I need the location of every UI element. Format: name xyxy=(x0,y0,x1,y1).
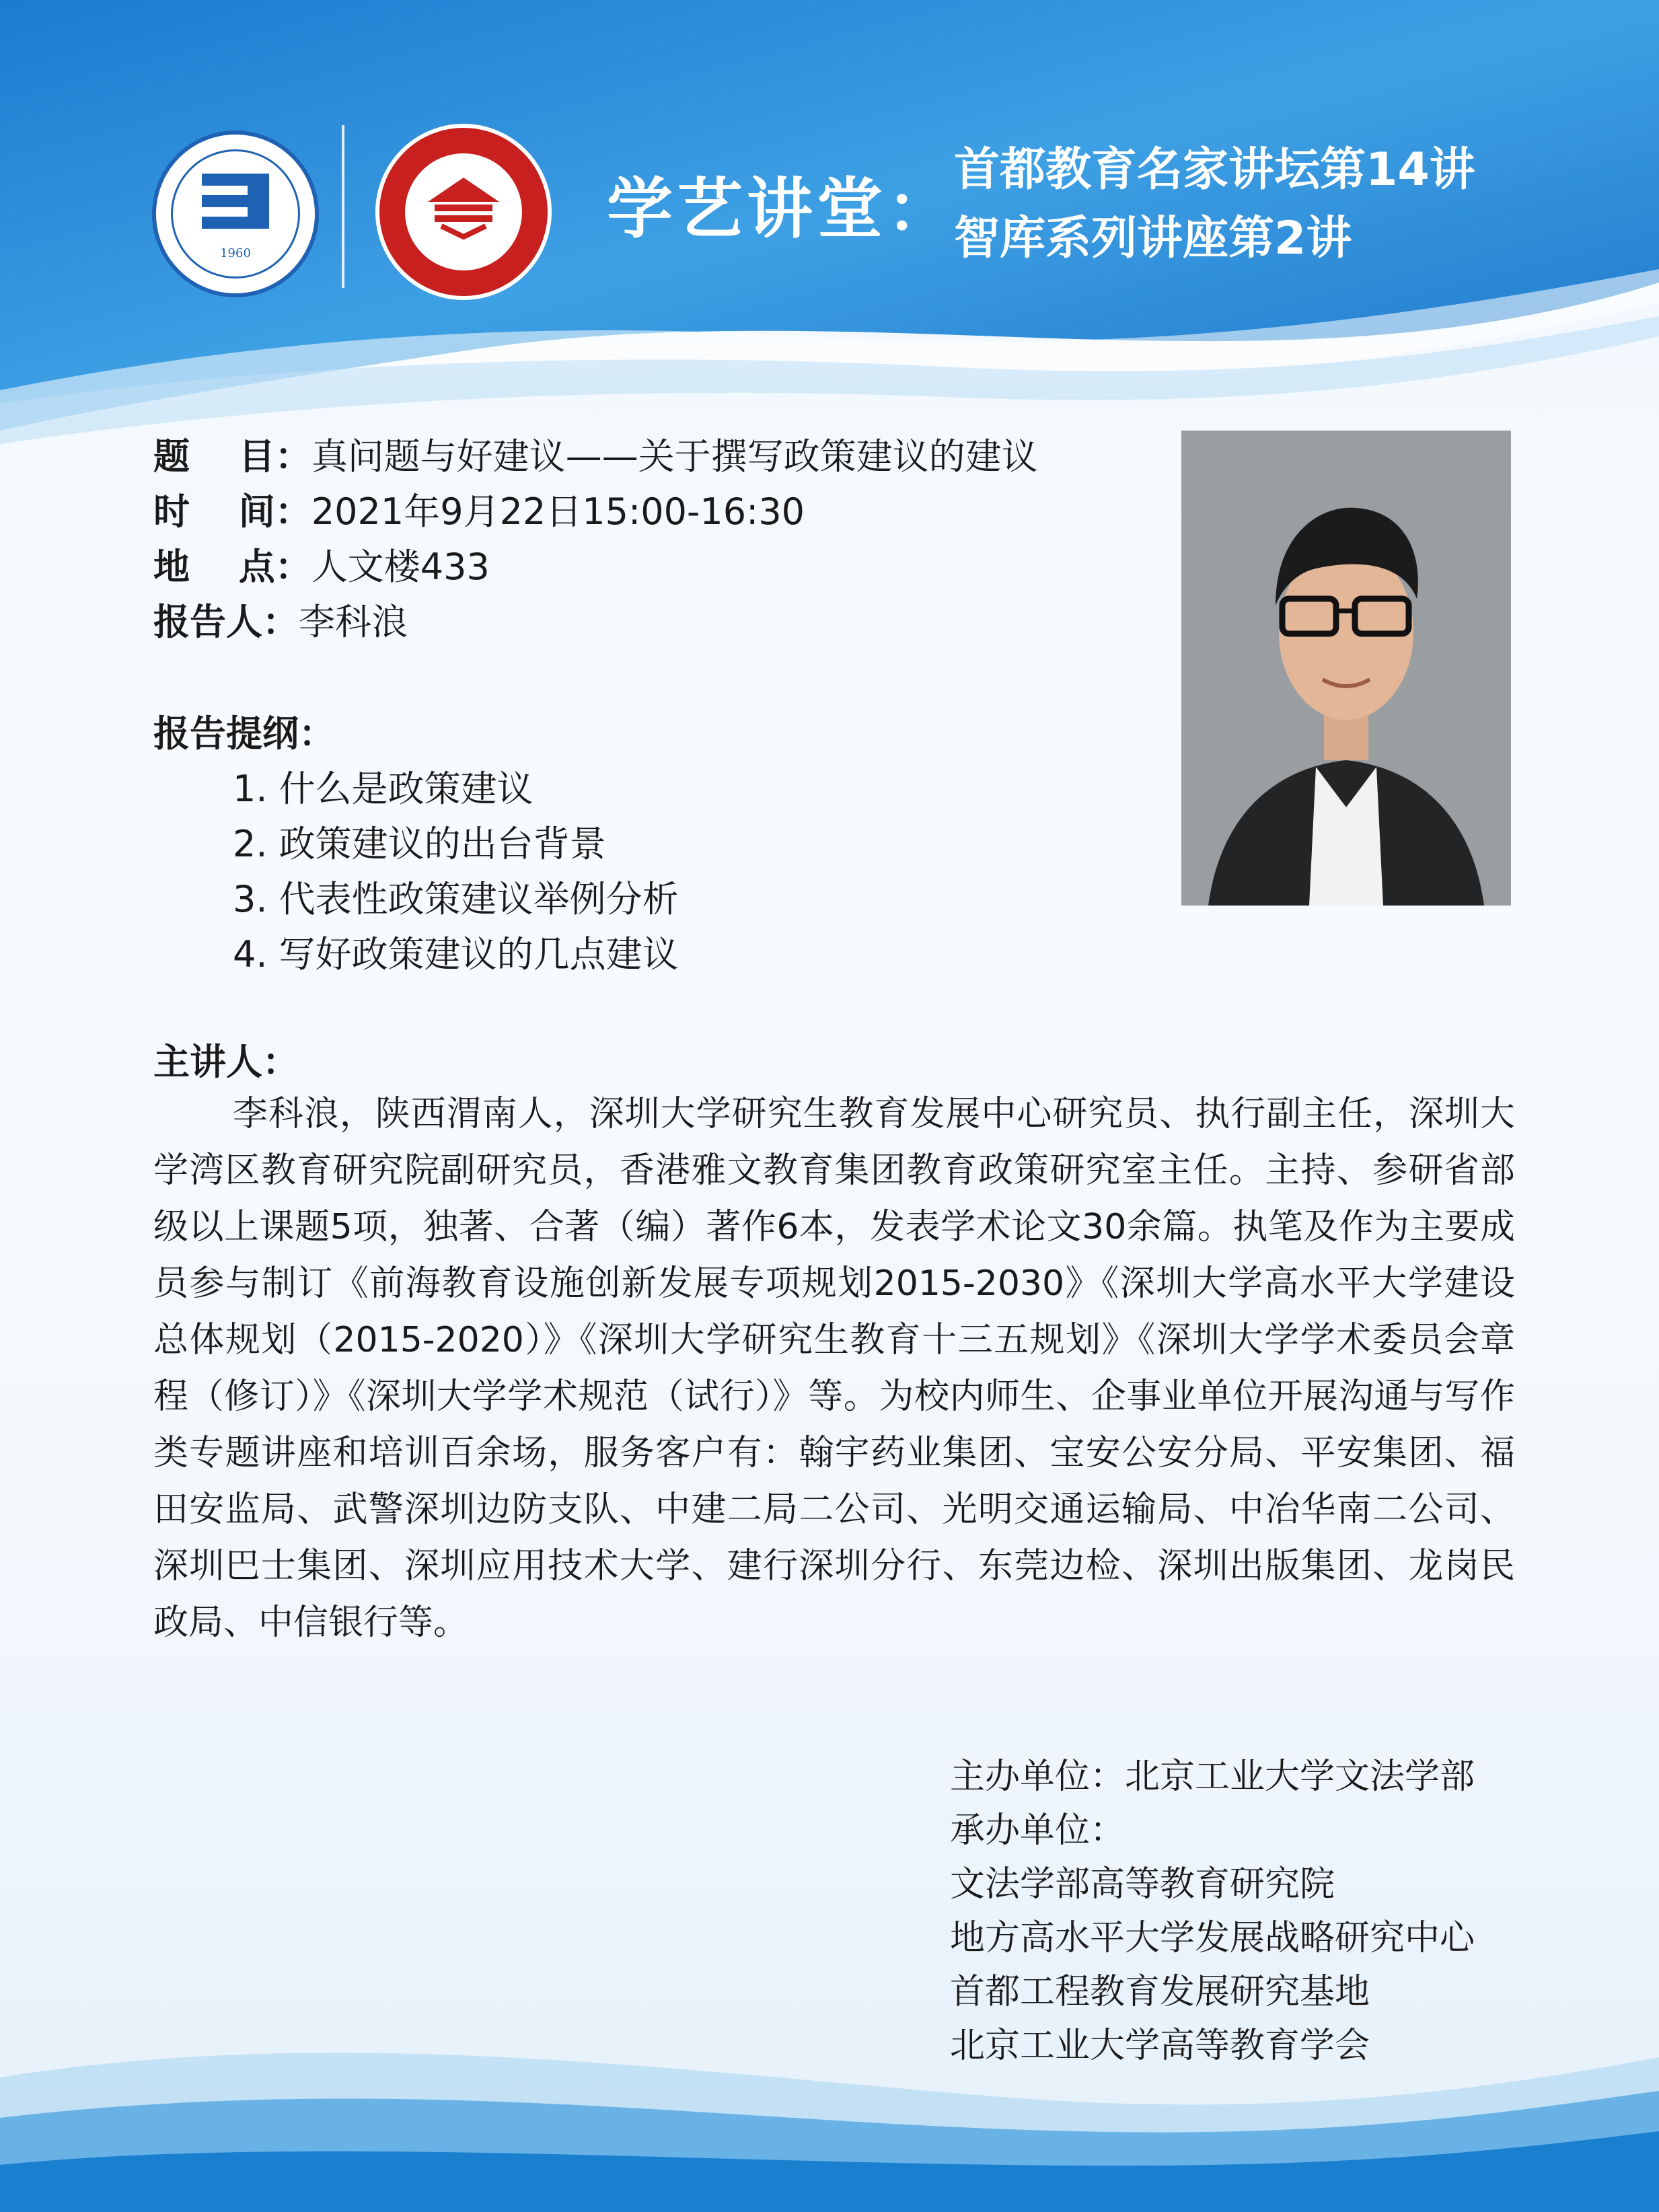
faculty-logo-mark xyxy=(421,175,506,239)
co-organizer: 地方高水平大学发展战略研究中心 xyxy=(950,1918,1475,1958)
place-row xyxy=(153,538,490,590)
bjut-logo xyxy=(152,131,319,297)
series-title-1: 首都教育名家讲坛第14讲 xyxy=(954,143,1475,196)
co-organizer-label: 承办单位： xyxy=(950,1810,1126,1851)
topic-label: 题 目： xyxy=(153,435,311,478)
outline-item: 2. 政策建议的出台背景 xyxy=(233,823,606,865)
place-label: 地 点： xyxy=(153,546,311,588)
speaker-label: 报告人： xyxy=(153,601,299,643)
footer-waves xyxy=(0,1997,1659,2212)
logo-divider xyxy=(342,125,344,288)
speaker-row xyxy=(153,593,408,645)
co-organizer: 首都工程教育发展研究基地 xyxy=(950,1972,1370,2012)
bjut-logo-year: 1960 xyxy=(220,246,251,260)
lecture-label: 学艺讲堂： xyxy=(607,171,957,248)
host-organizer: 主办单位：北京工业大学文法学部 xyxy=(950,1757,1475,1797)
outline-item: 4. 写好政策建议的几点建议 xyxy=(233,933,679,975)
outline-title: 报告提纲： xyxy=(153,712,335,755)
series-title-2: 智库系列讲座第2讲 xyxy=(954,212,1352,265)
topic-value: 真问题与好建议——关于撰写政策建议的建议 xyxy=(311,435,1038,478)
speaker-value: 李科浪 xyxy=(299,601,408,643)
bio-text: 李科浪，陕西渭南人，深圳大学研究生教育发展中心研究员、执行副主任，深圳大学湾区教育研究院副研究员，香港雅文教育集团教育政策研究室主任。主持、参研省部级以上课题5项，独著、合著（编）著作6本，发表学术论文30余篇。执笔及作为主要成员参与制订《前海教育设施创新发展专项规划2015-2030》《深圳大学高水平大学建设总体规划（2015-2020）》《深圳大学研究生教育十三五规划》《深圳大学学术委员会章程（修订）》《深圳大学学术规范（试行）》等。为校内师生、企事业单位开展沟通与写作类专题讲座和培训百余场，服务客户有：翰宇药业集团、宝安公安分局、平安集团、福田安监局、武警深圳边防支队、中建二局二公司、光明交通运输局、中冶华南二公司、深圳巴士集团、深圳应用技术大学、建行深圳分行、东莞边检、深圳出版集团、龙岗民政局、中信银行等。 xyxy=(153,1094,1515,1643)
faculty-logo xyxy=(375,124,552,300)
time-label: 时 间： xyxy=(153,490,311,533)
place-value: 人文楼433 xyxy=(311,546,490,588)
bio-title: 主讲人： xyxy=(153,1041,299,1083)
co-organizer: 文法学部高等教育研究院 xyxy=(950,1864,1335,1905)
time-value: 2021年9月22日15:00-16:30 xyxy=(311,490,805,533)
outline-item: 1. 什么是政策建议 xyxy=(233,768,533,810)
outline-item: 3. 代表性政策建议举例分析 xyxy=(233,878,679,920)
speaker-photo xyxy=(1181,431,1511,906)
bjut-logo-mark xyxy=(195,168,276,235)
time-row xyxy=(153,483,805,535)
co-organizer: 北京工业大学高等教育学会 xyxy=(950,2026,1370,2066)
topic-row xyxy=(153,428,1038,480)
